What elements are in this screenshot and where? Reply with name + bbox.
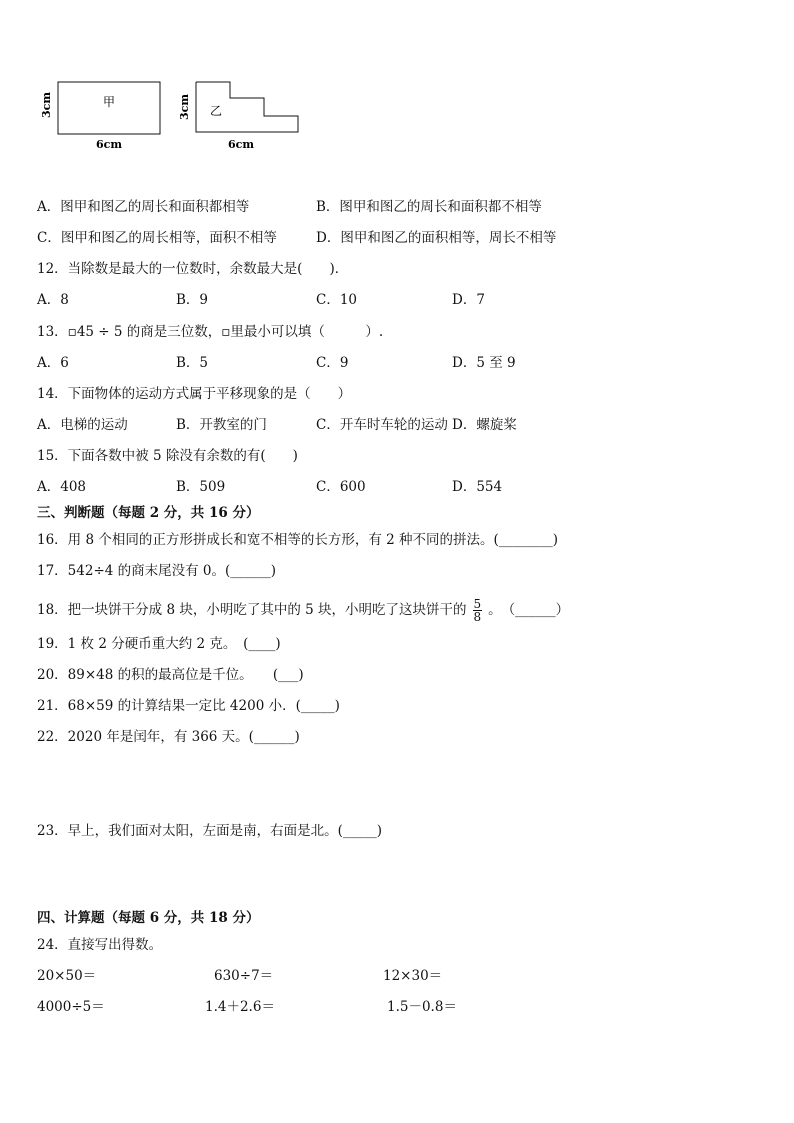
q12-option-b: B．9 [176, 292, 209, 308]
rect-a-label: 甲 [103, 95, 116, 109]
q21-text: 21．68×59 的计算结果一定比 4200 小．(_____) [37, 698, 340, 714]
q13-text: 13．▫45 ÷ 5 的商是三位数，▫里最小可以填（ ）. [37, 324, 384, 340]
rect-a [40, 82, 160, 151]
q11-option-a: A．图甲和图乙的周长和面积都相等 [37, 199, 250, 215]
section-3-title: 三、判断题（每题 2 分，共 16 分） [37, 505, 260, 521]
section-4-title: 四、计算题（每题 6 分，共 18 分） [37, 910, 260, 926]
q14-option-a: A．电梯的运动 [37, 417, 128, 433]
q15-option-a: A．408 [37, 479, 87, 495]
q14-text: 14．下面物体的运动方式属于平移现象的是（ ） [37, 386, 352, 402]
q14-option-b: B．开教室的门 [176, 417, 267, 433]
q16-text: 16．用 8 个相同的正方形拼成长和宽不相等的长方形，有 2 种不同的拼法。(________) [37, 532, 559, 548]
q14-option-c: C．开车时车轮的运动 [316, 417, 448, 433]
shape-b-width: 6cm [228, 138, 254, 151]
q24-item: 630÷7＝ [214, 968, 274, 984]
shapes-figure [30, 70, 320, 155]
q14-option-d: D．螺旋桨 [452, 417, 517, 433]
q23-text: 23．早上，我们面对太阳，左面是南，右面是北。(_____) [37, 823, 382, 839]
q19-text: 19．1 枚 2 分硬币重大约 2 克。 (____) [37, 636, 281, 652]
shape-b [178, 82, 298, 151]
q18-fraction [473, 598, 483, 623]
q18-stem: 18．把一块饼干分成 8 块，小明吃了其中的 5 块，小明吃了这块饼干的 [37, 602, 467, 618]
q11-option-c: C．图甲和图乙的周长相等，面积不相等 [37, 230, 277, 246]
rect-a-height: 3cm [40, 92, 53, 118]
shape-b-label: 乙 [210, 104, 223, 118]
q12-option-c: C．10 [316, 292, 358, 308]
q18-tail: 。 （______） [488, 602, 570, 618]
q13-option-d: D．5 至 9 [452, 355, 516, 371]
q13-option-c: C．9 [316, 355, 349, 371]
q24-item: 1.5－0.8＝ [387, 999, 457, 1015]
q15-option-b: B．509 [176, 479, 226, 495]
q24-item: 1.4＋2.6＝ [205, 999, 275, 1015]
q15-option-d: D．554 [452, 479, 503, 495]
q13-option-a: A．6 [37, 355, 69, 371]
q22-text: 22．2020 年是闰年，有 366 天。(______) [37, 729, 300, 745]
q18-text [37, 598, 569, 623]
q24-item: 12×30＝ [383, 968, 443, 984]
q13-option-b: B．5 [176, 355, 209, 371]
q24-item: 4000÷5＝ [37, 999, 105, 1015]
q20-text: 20．89×48 的积的最高位是千位。 (___) [37, 667, 304, 683]
q11-option-b: B．图甲和图乙的周长和面积都不相等 [316, 199, 542, 215]
q12-text: 12．当除数是最大的一位数时，余数最大是( )． [37, 261, 349, 277]
q18-fraction-denominator: 8 [473, 610, 482, 624]
q15-option-c: C．600 [316, 479, 366, 495]
q15-text: 15．下面各数中被 5 除没有余数的有( ) [37, 448, 298, 464]
q12-option-a: A．8 [37, 292, 69, 308]
q11-option-d: D．图甲和图乙的面积相等，周长不相等 [316, 230, 557, 246]
q18-fraction-numerator: 5 [473, 597, 482, 611]
q17-text: 17．542÷4 的商末尾没有 0。(______) [37, 563, 277, 579]
q12-option-d: D．7 [452, 292, 485, 308]
q24-item: 20×50＝ [37, 968, 97, 984]
q24-text: 24．直接写出得数。 [37, 937, 163, 953]
rect-a-width: 6cm [96, 138, 122, 151]
shape-b-height: 3cm [178, 94, 191, 120]
